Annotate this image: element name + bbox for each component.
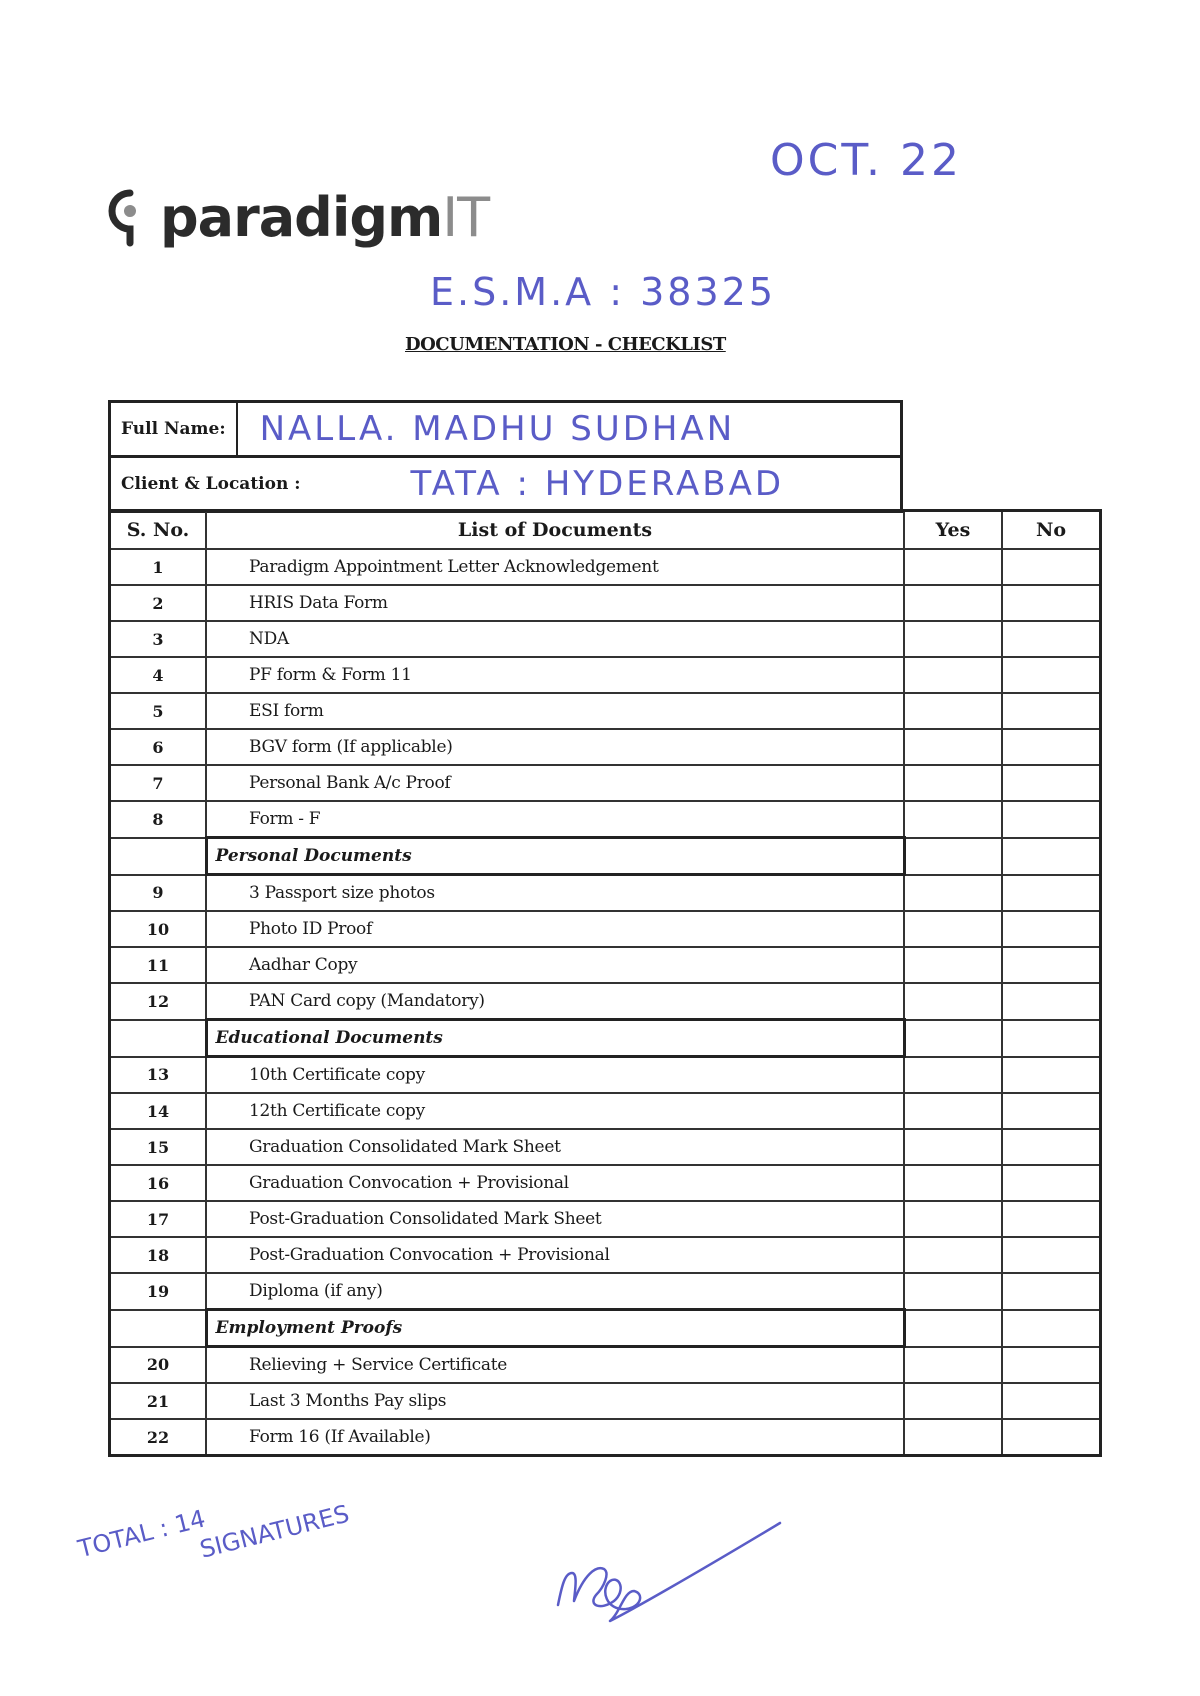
no-checkbox-cell[interactable] <box>1002 801 1101 838</box>
table-row <box>110 729 1101 765</box>
document-name: 12th Certificate copy <box>206 1093 904 1129</box>
section-heading: Employment Proofs <box>206 1310 904 1347</box>
row-number: 1 <box>110 549 207 585</box>
row-number: 19 <box>110 1273 207 1310</box>
document-name: HRIS Data Form <box>206 585 904 621</box>
row-number: 22 <box>110 1419 207 1456</box>
table-row <box>110 801 1101 838</box>
table-row <box>110 549 1101 585</box>
header-sno: S. No. <box>110 511 207 550</box>
table-row <box>110 947 1101 983</box>
document-name: Aadhar Copy <box>206 947 904 983</box>
no-checkbox-cell[interactable] <box>1002 1383 1101 1419</box>
full-name-label: Full Name: <box>121 419 226 439</box>
table-row <box>110 1093 1101 1129</box>
row-number: 7 <box>110 765 207 801</box>
yes-checkbox-cell[interactable] <box>904 657 1002 693</box>
section-heading: Educational Documents <box>206 1020 904 1057</box>
table-row <box>110 765 1101 801</box>
no-checkbox-cell[interactable] <box>1002 585 1101 621</box>
table-row <box>110 1419 1101 1456</box>
table-row <box>110 621 1101 657</box>
section-sno-cell <box>110 1020 207 1057</box>
company-logo <box>108 186 489 249</box>
section-sno-cell <box>110 838 207 875</box>
yes-checkbox-cell[interactable] <box>904 585 1002 621</box>
client-location-row <box>111 458 900 510</box>
header-yes: Yes <box>904 511 1002 550</box>
row-number: 14 <box>110 1093 207 1129</box>
yes-checkbox-cell[interactable] <box>904 621 1002 657</box>
no-checkbox-cell[interactable] <box>1002 693 1101 729</box>
yes-checkbox-cell[interactable] <box>904 1201 1002 1237</box>
no-checkbox-cell[interactable] <box>1002 765 1101 801</box>
table-row <box>110 1129 1101 1165</box>
no-checkbox-cell[interactable] <box>1002 947 1101 983</box>
document-name: Form - F <box>206 801 904 838</box>
no-checkbox-cell[interactable] <box>1002 1347 1101 1384</box>
row-number: 15 <box>110 1129 207 1165</box>
handwritten-esma-id: E.S.M.A : 38325 <box>430 270 776 314</box>
document-name: Relieving + Service Certificate <box>206 1347 904 1384</box>
section-yes-cell <box>904 838 1002 875</box>
row-number: 17 <box>110 1201 207 1237</box>
row-number: 20 <box>110 1347 207 1384</box>
full-name-row <box>111 403 900 458</box>
section-sno-cell <box>110 1310 207 1347</box>
row-number: 11 <box>110 947 207 983</box>
document-name: Diploma (if any) <box>206 1273 904 1310</box>
row-number: 9 <box>110 875 207 912</box>
no-checkbox-cell[interactable] <box>1002 729 1101 765</box>
no-checkbox-cell[interactable] <box>1002 1419 1101 1456</box>
no-checkbox-cell[interactable] <box>1002 1057 1101 1094</box>
yes-checkbox-cell[interactable] <box>904 1129 1002 1165</box>
no-checkbox-cell[interactable] <box>1002 621 1101 657</box>
header-documents: List of Documents <box>206 511 904 550</box>
no-checkbox-cell[interactable] <box>1002 1273 1101 1310</box>
section-no-cell <box>1002 838 1101 875</box>
table-row <box>110 1165 1101 1201</box>
client-location-value: TATA : HYDERABAD <box>410 464 785 504</box>
yes-checkbox-cell[interactable] <box>904 947 1002 983</box>
yes-checkbox-cell[interactable] <box>904 1093 1002 1129</box>
table-row <box>110 911 1101 947</box>
row-number: 10 <box>110 911 207 947</box>
no-checkbox-cell[interactable] <box>1002 657 1101 693</box>
document-name: Personal Bank A/c Proof <box>206 765 904 801</box>
table-row <box>110 1237 1101 1273</box>
no-checkbox-cell[interactable] <box>1002 1129 1101 1165</box>
row-number: 16 <box>110 1165 207 1201</box>
document-name: 3 Passport size photos <box>206 875 904 912</box>
section-row <box>110 1020 1101 1057</box>
header-no: No <box>1002 511 1101 550</box>
row-number: 12 <box>110 983 207 1020</box>
table-row <box>110 875 1101 912</box>
section-no-cell <box>1002 1020 1101 1057</box>
no-checkbox-cell[interactable] <box>1002 911 1101 947</box>
employee-header-box <box>108 400 903 513</box>
handwritten-signature <box>540 1515 800 1625</box>
row-number: 18 <box>110 1237 207 1273</box>
document-name: Post-Graduation Consolidated Mark Sheet <box>206 1201 904 1237</box>
yes-checkbox-cell[interactable] <box>904 729 1002 765</box>
handwritten-signatures-line: SIGNATURES <box>196 1499 352 1564</box>
row-number: 6 <box>110 729 207 765</box>
no-checkbox-cell[interactable] <box>1002 1165 1101 1201</box>
no-checkbox-cell[interactable] <box>1002 1237 1101 1273</box>
row-number: 2 <box>110 585 207 621</box>
document-name: PAN Card copy (Mandatory) <box>206 983 904 1020</box>
handwritten-total-note <box>75 1470 352 1594</box>
table-row <box>110 693 1101 729</box>
section-row <box>110 1310 1101 1347</box>
table-header-row <box>110 511 1101 550</box>
row-number: 21 <box>110 1383 207 1419</box>
client-location-label: Client & Location : <box>121 474 301 494</box>
document-name: Last 3 Months Pay slips <box>206 1383 904 1419</box>
document-name: 10th Certificate copy <box>206 1057 904 1094</box>
section-heading: Personal Documents <box>206 838 904 875</box>
row-number: 8 <box>110 801 207 838</box>
no-checkbox-cell[interactable] <box>1002 875 1101 912</box>
document-name: Form 16 (If Available) <box>206 1419 904 1456</box>
document-name: ESI form <box>206 693 904 729</box>
row-number: 5 <box>110 693 207 729</box>
document-title: DOCUMENTATION - CHECKLIST <box>405 334 726 355</box>
company-logo-text: paradigmIT <box>160 186 490 249</box>
table-row <box>110 983 1101 1020</box>
document-name: PF form & Form 11 <box>206 657 904 693</box>
yes-checkbox-cell[interactable] <box>904 693 1002 729</box>
document-name: NDA <box>206 621 904 657</box>
yes-checkbox-cell[interactable] <box>904 1237 1002 1273</box>
handwritten-date: OCT. 22 <box>770 135 962 186</box>
row-number: 3 <box>110 621 207 657</box>
yes-checkbox-cell[interactable] <box>904 765 1002 801</box>
yes-checkbox-cell[interactable] <box>904 1383 1002 1419</box>
yes-checkbox-cell[interactable] <box>904 801 1002 838</box>
no-checkbox-cell[interactable] <box>1002 1201 1101 1237</box>
documents-checklist-table <box>108 509 1102 1457</box>
document-name: Post-Graduation Convocation + Provisional <box>206 1237 904 1273</box>
yes-checkbox-cell[interactable] <box>904 1273 1002 1310</box>
paradigm-logo-icon <box>108 189 152 247</box>
document-name: Paradigm Appointment Letter Acknowledgement <box>206 549 904 585</box>
section-no-cell <box>1002 1310 1101 1347</box>
yes-checkbox-cell[interactable] <box>904 983 1002 1020</box>
no-checkbox-cell[interactable] <box>1002 983 1101 1020</box>
no-checkbox-cell[interactable] <box>1002 549 1101 585</box>
yes-checkbox-cell[interactable] <box>904 875 1002 912</box>
yes-checkbox-cell[interactable] <box>904 1057 1002 1094</box>
no-checkbox-cell[interactable] <box>1002 1093 1101 1129</box>
document-name: Graduation Consolidated Mark Sheet <box>206 1129 904 1165</box>
document-name: Photo ID Proof <box>206 911 904 947</box>
document-name: BGV form (If applicable) <box>206 729 904 765</box>
table-row <box>110 657 1101 693</box>
yes-checkbox-cell[interactable] <box>904 1347 1002 1384</box>
section-yes-cell <box>904 1310 1002 1347</box>
table-row <box>110 1273 1101 1310</box>
document-name: Graduation Convocation + Provisional <box>206 1165 904 1201</box>
table-row <box>110 585 1101 621</box>
table-row <box>110 1057 1101 1094</box>
yes-checkbox-cell[interactable] <box>904 1419 1002 1456</box>
handwritten-total-line: TOTAL : 14 <box>75 1504 209 1564</box>
full-name-value: NALLA. MADHU SUDHAN <box>259 409 736 449</box>
table-row <box>110 1383 1101 1419</box>
section-yes-cell <box>904 1020 1002 1057</box>
table-row <box>110 1347 1101 1384</box>
yes-checkbox-cell[interactable] <box>904 911 1002 947</box>
yes-checkbox-cell[interactable] <box>904 549 1002 585</box>
yes-checkbox-cell[interactable] <box>904 1165 1002 1201</box>
section-row <box>110 838 1101 875</box>
row-number: 4 <box>110 657 207 693</box>
row-number: 13 <box>110 1057 207 1094</box>
table-row <box>110 1201 1101 1237</box>
